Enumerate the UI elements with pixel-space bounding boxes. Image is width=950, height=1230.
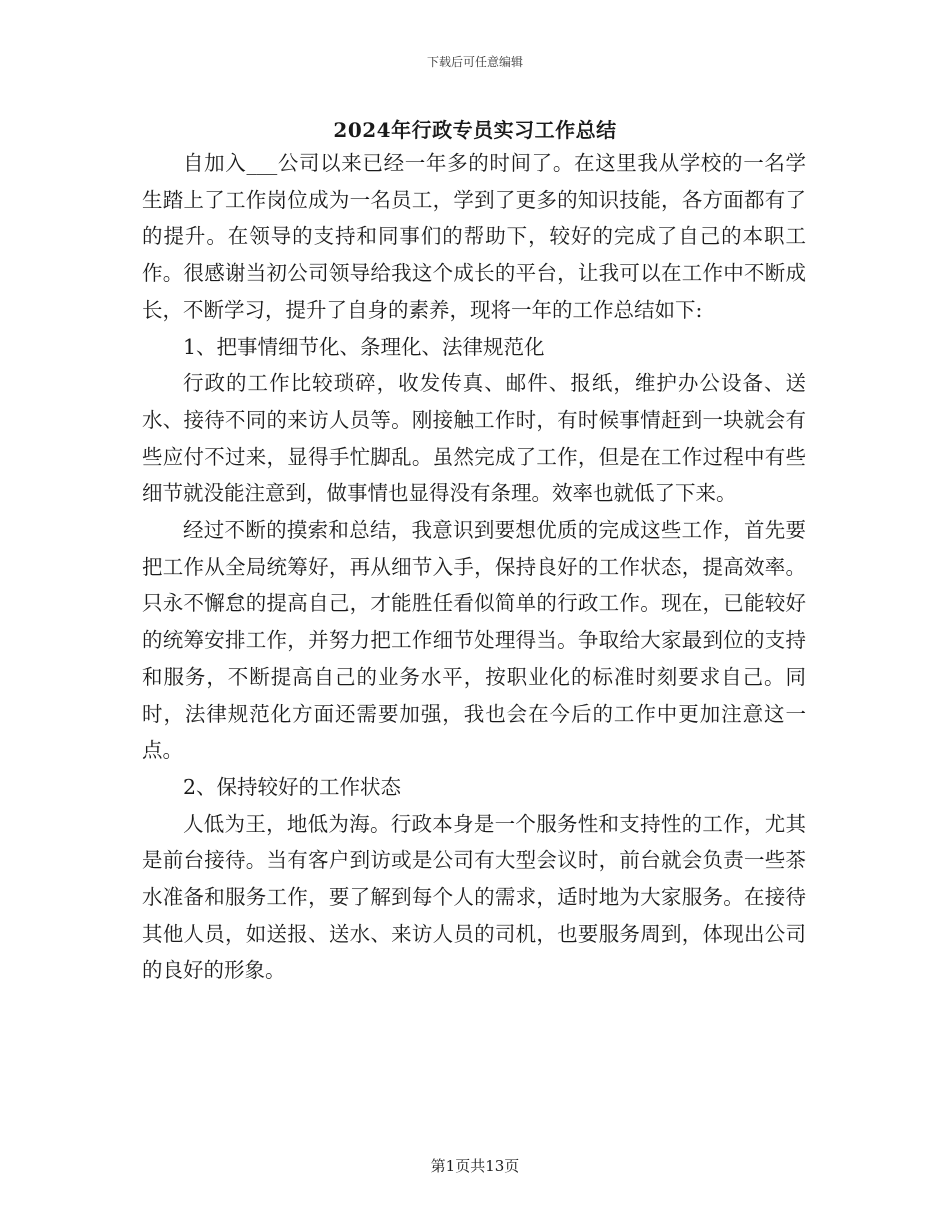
document-title: 2024年行政专员实习工作总结 (333, 118, 617, 142)
paragraph-intro: 自加入___公司以来已经一年多的时间了。在这里我从学校的一名学生踏上了工作岗位成为一名员工，学到了更多的知识技能，各方面都有了的提升。在领导的支持和同事们的帮助下，较好的完成了自己的本职工作。很感谢当初公司领导给我这个成长的平台，让我可以在工作中不断成长，不断学习，提升了自身的素养，现将一年的工作总结如下: (142, 151, 806, 322)
page-number: 第1页共13页 (430, 1157, 520, 1175)
section-heading-1: 1、把事情细节化、条理化、法律规范化 (183, 334, 545, 359)
section-heading-2: 2、保持较好的工作状态 (183, 774, 402, 799)
paragraph-section-1-a: 行政的工作比较琐碎，收发传真、邮件、报纸，维护办公设备、送水、接待不同的来访人员等。刚接触工作时，有时候事情赶到一块就会有些应付不过来，显得手忙脚乱。虽然完成了工作，但是在工作过程中有些细节就没能注意到，做事情也显得没有条理。效率也就低了下来。 (142, 371, 806, 506)
page-header-note: 下载后可任意编辑 (426, 55, 523, 69)
paragraph-section-1-b: 经过不断的摸索和总结，我意识到要想优质的完成这些工作，首先要把工作从全局统筹好，再从细节入手，保持良好的工作状态，提高效率。只永不懈怠的提高自己，才能胜任看似简单的行政工作。现在，已能较好的统筹安排工作，并努力把工作细节处理得当。争取给大家最到位的支持和服务，不断提高自己的业务水平，按职业化的标准时刻要求自己。同时，法律规范化方面还需要加强，我也会在今后的工作中更加注意这一点。 (142, 518, 806, 763)
paragraph-section-2-a: 人低为王，地低为海。行政本身是一个服务性和支持性的工作，尤其是前台接待。当有客户到访或是公司有大型会议时，前台就会负责一些茶水准备和服务工作，要了解到每个人的需求，适时地为大家服务。在接待其他人员，如送报、送水、来访人员的司机，也要服务周到，体现出公司的良好的形象。 (142, 811, 806, 983)
document-body (142, 145, 806, 989)
